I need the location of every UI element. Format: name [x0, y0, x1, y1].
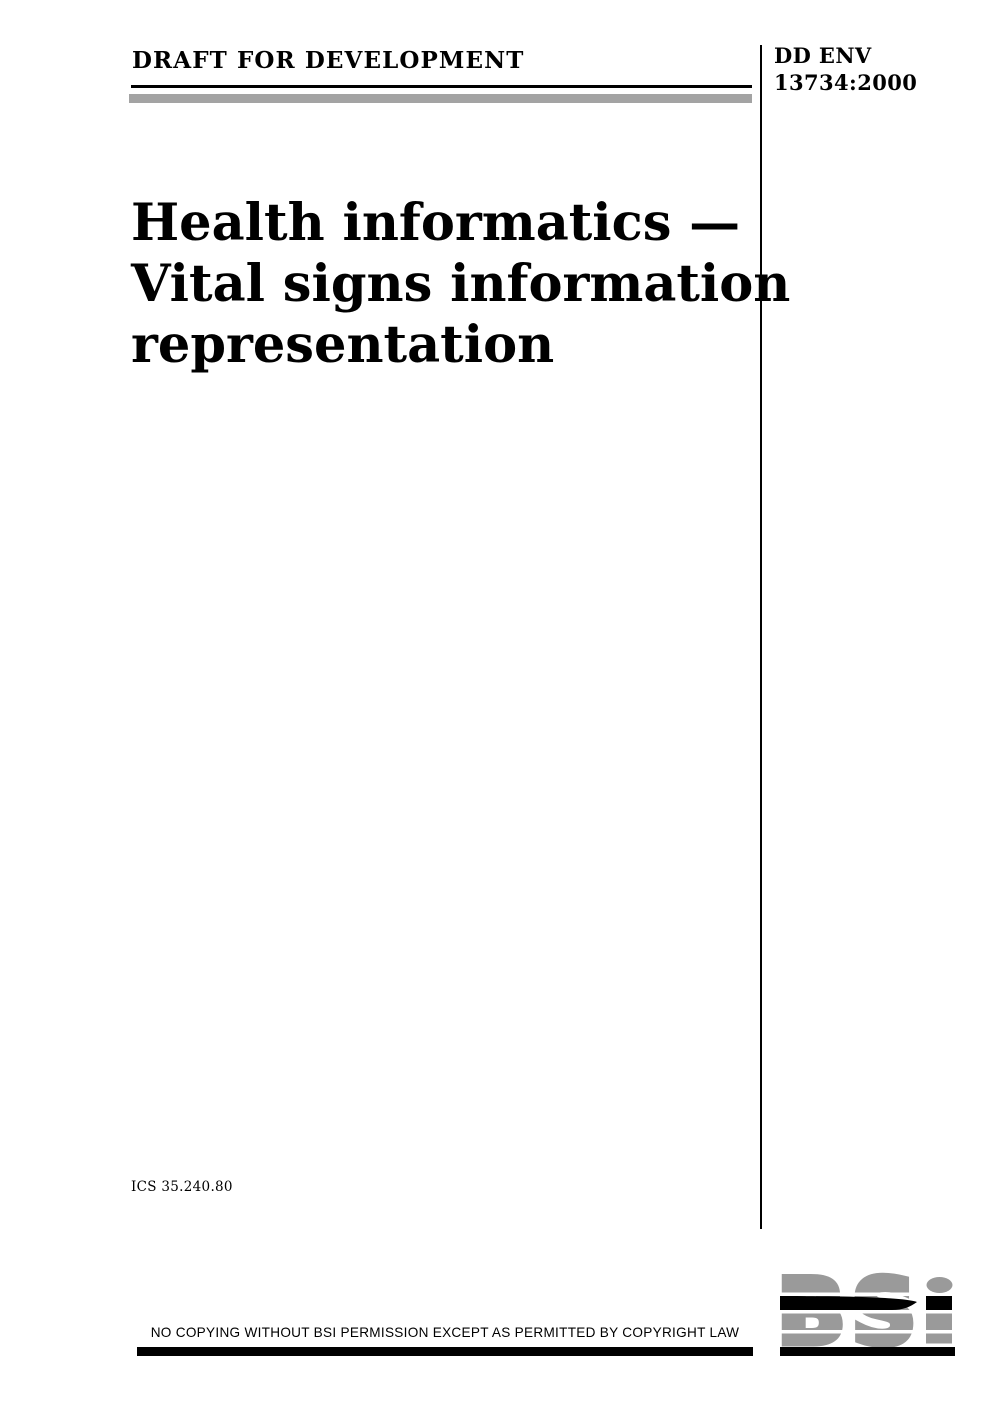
logo-i-stem [926, 1334, 952, 1344]
ics-note: ICS 35.240.80 [131, 1179, 233, 1195]
logo-stripe [774, 1330, 924, 1334]
logo-i-stem [926, 1314, 952, 1331]
doc-number-line2: 13734:2000 [774, 70, 918, 95]
page-title-line3: representation [131, 315, 555, 375]
page-title-line1: Health informatics — [131, 193, 741, 253]
header-rule [131, 85, 752, 88]
page-title [131, 193, 790, 376]
logo-i-stem-black [926, 1296, 952, 1310]
logo-stripe [774, 1310, 924, 1314]
copyright-bar [137, 1347, 753, 1356]
copyright-notice: NO COPYING WITHOUT BSI PERMISSION EXCEPT AS PERMITTED BY COPYRIGHT LAW [150, 1324, 740, 1340]
document-kind-label: DRAFT FOR DEVELOPMENT [132, 47, 525, 74]
doc-number [774, 42, 917, 96]
logo-stripe [774, 1293, 924, 1297]
bsi-logo [780, 1277, 955, 1356]
logo-i-dot [927, 1277, 953, 1293]
logo-underline-bar [780, 1347, 955, 1356]
doc-number-line1: DD ENV [774, 43, 872, 68]
header-gray-bar [129, 94, 752, 103]
page-title-line2: Vital signs information [131, 254, 791, 314]
